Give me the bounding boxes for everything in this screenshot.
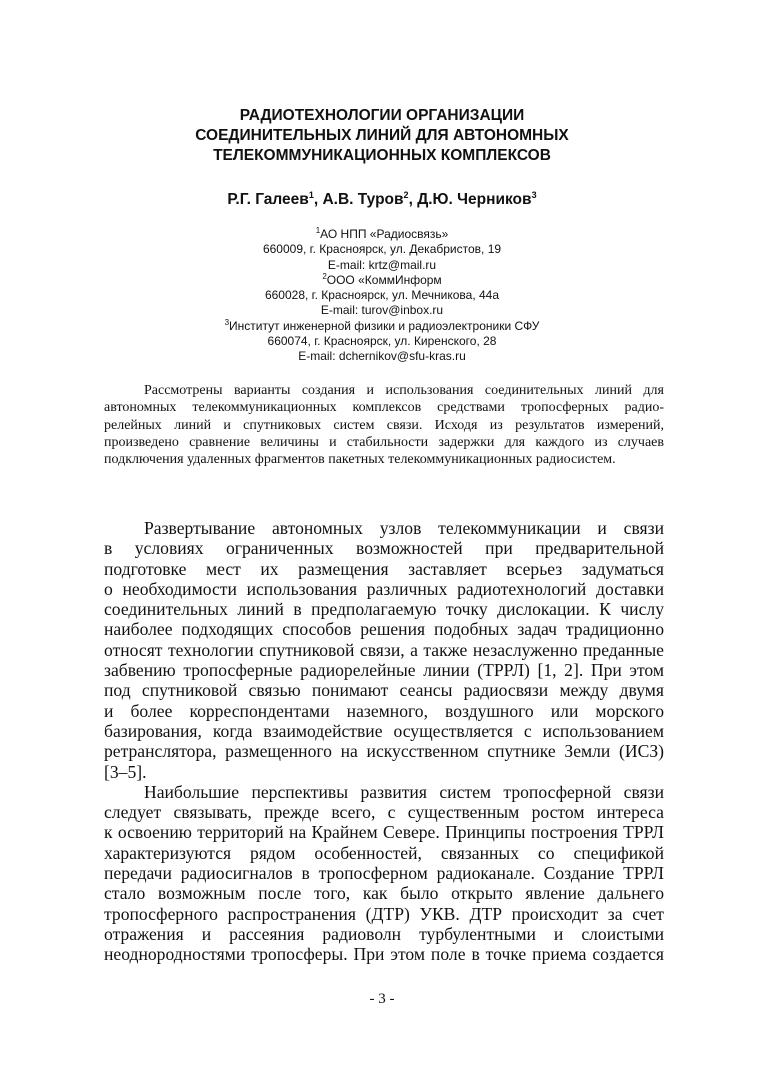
body-line: [3–5]. [104, 761, 147, 782]
author-name: Р.Г. Галеев [227, 191, 309, 208]
body-line: Наибольшие перспективы развития систем тропосферной связи [144, 781, 664, 802]
body-line: ретранслятора, размещенного на искусственном спутнике Земли (ИСЗ) [104, 741, 664, 762]
affiliation-text: 660028, г. Красноярск, ул. Мечникова, 44а [264, 288, 500, 303]
affiliation-text: 660009, г. Красноярск, ул. Декабристов, 19 [262, 242, 502, 257]
affiliation-line [0, 319, 764, 334]
body-line: следует связывать, прежде всего, с существенным ростом интереса [104, 802, 664, 823]
abstract [104, 382, 664, 468]
affiliation-line [0, 288, 764, 303]
affiliation-email: E-mail: krtz@mail.ru [327, 257, 437, 272]
body-line: соединительных линий в предполагаемую точку дислокации. К числу [104, 599, 664, 620]
body-line: Развертывание автономных узлов телекоммуникации и связи [144, 518, 664, 538]
body-line: тропосферного распространения (ДТР) УКВ. ДТР происходит за счет [104, 903, 664, 924]
author-list [0, 190, 764, 210]
author-name: Д.Ю. Черников [417, 191, 532, 208]
affiliation-line [0, 242, 764, 257]
affiliation-text: ООО «КоммИнформ [326, 272, 442, 287]
author-affiliation-mark: 3 [531, 190, 537, 200]
affiliation-line [0, 303, 764, 318]
author-affiliation-mark: 2 [403, 190, 409, 200]
abstract-line: подключения удаленных фрагментов пакетных телекоммуникационных радиосистем. [104, 452, 616, 468]
body-line: в условиях ограниченных возможностей при предварительной [104, 538, 664, 559]
body-line: характеризуются рядом особенностей, связанных со спецификой [104, 842, 664, 863]
body-line: базирования, когда взаимодействие осуществляется с использованием [104, 720, 664, 741]
title-line: РАДИОТЕХНОЛОГИИ ОРГАНИЗАЦИИ [239, 107, 525, 124]
affiliation-mark: 2 [322, 271, 327, 281]
abstract-line: произведено сравнение величины и стабильности задержки для каждого из случаев [104, 434, 664, 450]
affiliation-line [0, 349, 764, 364]
affiliation-email: E-mail: turov@inbox.ru [320, 303, 444, 318]
title-line: СОЕДИНИТЕЛЬНЫХ ЛИНИЙ ДЛЯ АВТОНОМНЫХ [195, 127, 569, 144]
affiliation-line [0, 227, 764, 242]
page-number: - 3 - [369, 991, 395, 1007]
affiliation-line [0, 258, 764, 273]
body-line: о необходимости использования различных радиотехнологий доставки [104, 578, 664, 599]
body-line: передачи радиосигналов в тропосферном радиоканале. Создание ТРРЛ [104, 863, 664, 884]
paper-title [0, 106, 764, 166]
body-line: подготовке мест их размещения заставляет всерьез задуматься [104, 558, 664, 579]
body-line: относят технологии спутниковой связи, а также незаслуженно преданные [104, 639, 664, 660]
affiliation-line [0, 334, 764, 349]
abstract-line: автономных телекоммуникационных комплексов средствами тропосферных радио- [104, 400, 664, 416]
body-line: наиболее подходящих способов решения подобных задач традиционно [104, 619, 664, 640]
body-line: к освоению территорий на Крайнем Севере. Принципы построения ТРРЛ [104, 822, 664, 843]
author-separator: , [313, 191, 323, 208]
affiliation-email: E-mail: dchernikov@sfu-kras.ru [298, 349, 466, 364]
abstract-line: релейных линий и спутниковых систем связи. Исходя из результатов измерений, [104, 417, 664, 433]
body-line: забвению тропосферные радиорелейные линии (ТРРЛ) [1, 2]. При этом [104, 660, 664, 681]
author-name: А.В. Туров [322, 191, 404, 208]
author-affiliation-mark: 1 [308, 190, 314, 200]
body-line: и более корреспондентами наземного, воздушного или морского [104, 700, 664, 721]
body-line: отражения и рассеяния радиоволн турбулентными и слоистыми [104, 923, 664, 944]
body-line: под спутниковой связью понимают сеансы радиосвязи между двумя [104, 680, 664, 701]
abstract-line: Рассмотрены варианты создания и использования соединительных линий для [144, 383, 664, 398]
affiliation-line [0, 273, 764, 288]
affiliation-text: 660074, г. Красноярск, ул. Киренского, 28 [267, 334, 497, 349]
body-text [104, 518, 664, 965]
affiliations [0, 227, 764, 365]
title-line: ТЕЛЕКОММУНИКАЦИОННЫХ КОМПЛЕКСОВ [213, 147, 551, 164]
body-line: неоднородностями тропосферы. При этом поле в точке приема создается [104, 944, 664, 965]
body-line: стало возможным после того, как было открыто явление дальнего [104, 883, 664, 904]
affiliation-text: Институт инженерной физики и радиоэлектроники СФУ [229, 318, 540, 333]
affiliation-mark: 1 [315, 226, 321, 235]
affiliation-text: АО НПП «Радиосвязь» [320, 227, 449, 241]
author-separator: , [408, 191, 418, 208]
affiliation-mark: 3 [224, 317, 230, 327]
